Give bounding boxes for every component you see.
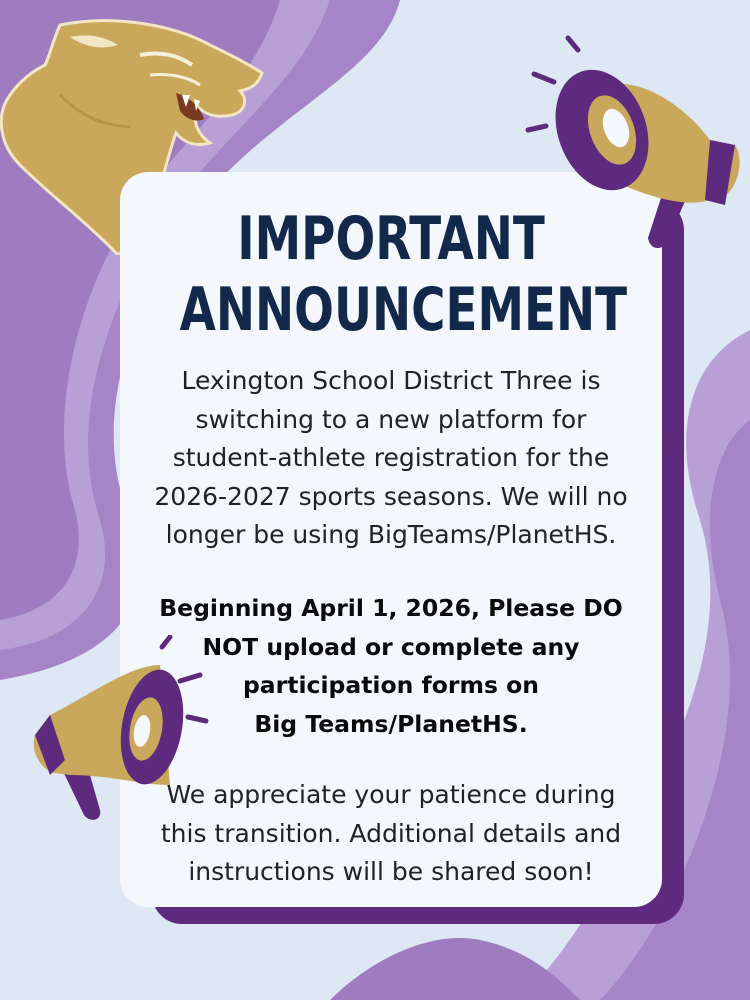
intro-line: 2026-2027 sports seasons. We will no [154, 481, 628, 511]
intro-line: switching to a new platform for [195, 404, 587, 434]
closing-line: instructions will be shared soon! [188, 857, 594, 886]
closing-line: We appreciate your patience during [166, 780, 616, 809]
notice-line: participation forms on [242, 671, 540, 699]
heading-line-2: ANNOUNCEMENT [179, 275, 628, 345]
notice-line: Beginning April 1, 2026, Please DO [159, 594, 623, 622]
closing-line: this transition. Additional details and [160, 818, 622, 848]
heading-line-1: IMPORTANT [237, 204, 545, 274]
notice-paragraph [120, 589, 662, 743]
closing-paragraph [120, 776, 662, 892]
intro-paragraph [120, 362, 662, 555]
intro-line: Lexington School District Three is [181, 366, 601, 395]
intro-line: student-athlete registration for the [172, 443, 610, 472]
notice-line: Big Teams/PlanetHS. [254, 709, 528, 738]
notice-line: NOT upload or complete any [202, 632, 580, 661]
intro-line: longer be using BigTeams/PlanetHS. [165, 520, 617, 549]
